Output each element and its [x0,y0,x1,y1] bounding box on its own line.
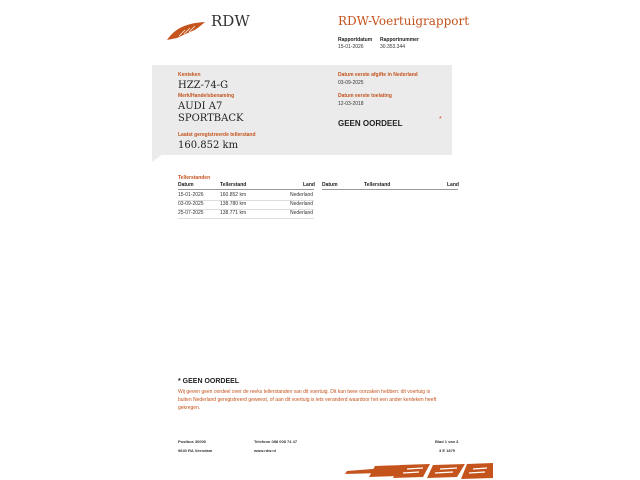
note-title: * GEEN OORDEEL [178,378,240,385]
plate-value: HZZ-74-G [178,80,229,91]
row-date: 25-07-2025 [178,210,204,216]
report-title: RDW-Voertuigrapport [338,14,470,28]
make-line-2: SPORTBACK [178,113,244,124]
report-date-label: Rapportdatum [338,37,373,43]
report-date-value: 15-01-2026 [338,44,364,50]
report-number-label: Rapportnummer [380,37,419,43]
col-header-date: Datum [322,182,338,188]
table-row [178,192,314,201]
row-date: 15-01-2026 [178,192,204,198]
footer-phone: Telefoon 088 008 74 47 [254,439,298,444]
make-label: Merk/Handelsbenaming [178,93,235,99]
row-country: Nederland [290,210,314,216]
first-admission-label: Datum eerste toelating [338,93,392,99]
report-number-value: 30.353.344 [380,44,406,50]
odometer-value: 160.852 km [178,140,239,151]
row-odometer: 138.771 km [220,210,247,216]
first-nl-label: Datum eerste afgifte in Nederland [338,72,418,78]
verdict-asterisk: * [439,116,442,123]
col-header-odometer: Tellerstand [364,182,391,188]
col-header-country: Land [447,182,459,188]
footer-website-link[interactable]: www.rdw.nl [254,448,276,453]
footer-address-2: 9640 RA Veendam [178,448,213,453]
first-admission-value: 12-03-2018 [338,101,364,107]
row-odometer: 138.780 km [220,201,247,207]
footer-page-number: Blad 1 van 3 [435,439,459,444]
table-header-left [178,182,314,190]
row-odometer: 160.852 km [220,192,247,198]
row-country: Nederland [290,192,314,198]
row-country: Nederland [290,201,314,207]
odometer-label: Laatst geregistreerde tellerstand [178,132,256,138]
odometer-section-title: Tellerstanden [178,175,211,181]
brand-name: RDW [211,12,250,30]
table-row [178,210,314,219]
rdw-logo-icon [165,20,207,44]
make-line-1: AUDI A7 [178,101,223,112]
footer-address-1: Postbus 30000 [178,439,207,444]
col-header-country: Land [303,182,315,188]
col-header-date: Datum [178,182,194,188]
footer-code: 3 E 1879 [439,448,456,453]
footer-stripes-graphic [345,462,493,480]
col-header-odometer: Tellerstand [220,182,247,188]
row-date: 03-09-2025 [178,201,204,207]
note-body: Wij geven geen oordeel over de reeks tellerstanden van dit voertuig. Dit kan twee oorzaken hebben: dit voertuig is buiten Nederland geregistreerd geweest, of aan dit voertuig is iets veranderd waardoor het een ander kenteken heeft gekregen. [178,389,437,411]
verdict-badge: GEEN OORDEEL [338,119,403,128]
table-row [178,201,314,210]
first-nl-value: 03-09-2025 [338,80,364,86]
plate-label: Kenteken [178,72,201,78]
table-header-right [322,182,458,190]
